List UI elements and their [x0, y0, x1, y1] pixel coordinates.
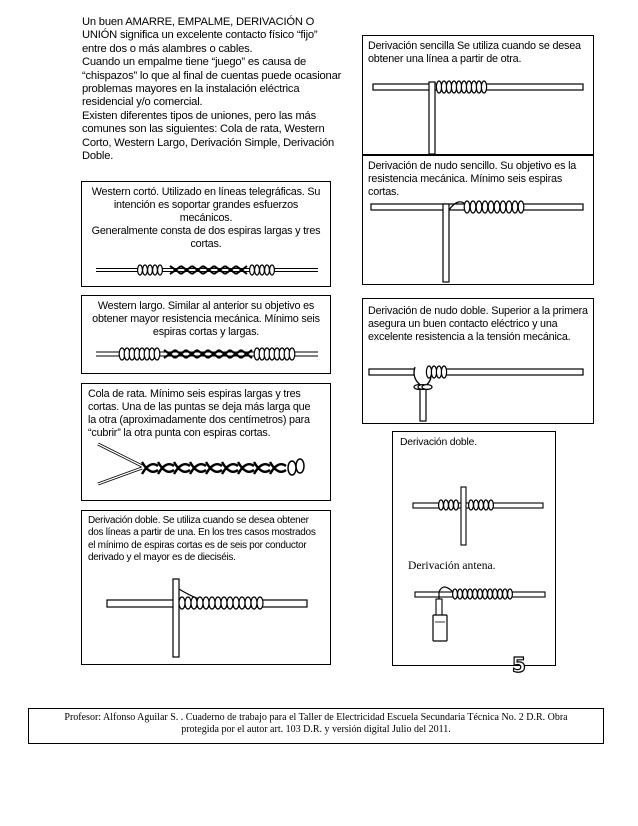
text-line: obtener una línea a partir de otra. [368, 53, 522, 65]
nudo-sencillo-box [362, 155, 594, 285]
intro-line: “chispazos” lo que al final de cuentas puede ocasionar [82, 69, 342, 82]
footer-line: protegida por el autor art. 103 D.R. y versión digital Julio del 2011. [181, 724, 451, 735]
text-line: cortas. Una de las puntas se deja más larga que [88, 401, 311, 413]
text-line: Western cortó. Utilizado en líneas telegráficas. Su [91, 186, 321, 198]
text-line: Western largo. Similar al anterior su objetivo es [97, 300, 315, 312]
intro-line: residencial y/o comercial. [82, 96, 203, 109]
text-line: Derivación de nudo sencillo. Su objetivo es la [368, 160, 577, 172]
intro-line: UNIÓN significa un excelente contacto físico “fijo” [82, 29, 318, 42]
nudo-doble-illustration [363, 299, 595, 425]
intro-line: Un buen AMARRE, EMPALME, DERIVACIÓN O [82, 16, 315, 28]
text-line: el mínimo de espiras cortas es de seis por conductor [88, 539, 307, 551]
text-line: la otra (aproximadamente dos centímetros) para [88, 414, 310, 426]
cola-rata-illustration [82, 384, 332, 502]
derivacion-doble-title: Derivación doble. [400, 437, 477, 448]
intro-line: Cuando un empalme tiene “juego” es causa de [82, 56, 306, 69]
nudo-sencillo-illustration [363, 156, 595, 286]
text-line: resistencia mecánica. Mínimo seis espiras cortas. [368, 173, 563, 198]
text-line: Derivación sencilla Se utiliza cuando se desea [368, 40, 581, 52]
intro-line: Corto, Western Largo, Derivación Simple, Derivación [82, 136, 334, 149]
intro-line: comunes son las siguientes: Cola de rata, Western [82, 123, 325, 136]
western-corto-box [81, 181, 331, 287]
text-line: obtener mayor resistencia mecánica. Mínimo seis [92, 313, 320, 325]
footer [28, 708, 604, 744]
footer-line: Profesor: Alfonso Aguilar S. . Cuaderno de trabajo para el Taller de Electricidad Escuela Secundaria Técnica No. 2 D.R. Obra [64, 712, 568, 723]
derivacion-doble-illustration [82, 511, 332, 666]
text-line: Cola de rata. Mínimo seis espiras largas y tres [88, 388, 301, 400]
derivacion-sencilla-box [362, 35, 594, 155]
text-line: espiras cortas y largas. [152, 326, 260, 338]
western-corto-illustration [82, 182, 332, 288]
intro-line: problemas mayores en la instalación eléctrica [82, 83, 300, 96]
nudo-doble-box [362, 298, 594, 424]
text-line: mecánicos. [179, 212, 233, 224]
western-largo-box [81, 295, 331, 374]
text-line: Derivación doble. Se utiliza cuando se desea obtener [88, 515, 309, 526]
derivacion-doble-box [81, 510, 331, 665]
text-line: intención es soportar grandes esfuerzos [113, 199, 299, 211]
intro-line: entre dos o más alambres o cables. [82, 42, 253, 55]
intro-line: Existen diferentes tipos de uniones, pero las más [82, 109, 316, 122]
derivacion-antena-title: Derivación antena. [408, 559, 496, 572]
intro-text [82, 16, 344, 163]
derivacion-sencilla-illustration [363, 36, 595, 156]
western-largo-illustration [82, 296, 332, 375]
text-line: cortas. [190, 238, 222, 250]
derivacion-doble-antena-box [392, 431, 556, 666]
cola-rata-box [81, 383, 331, 501]
text-line: Generalmente consta de dos espiras largas y tres [91, 225, 321, 237]
page-number: 5 [512, 653, 526, 677]
derivacion-antena-illustration [393, 432, 557, 667]
text-line: Derivación de nudo doble. Superior a la primera [368, 305, 588, 317]
text-line: “cubrir” la otra punta con espiras cortas. [88, 427, 271, 439]
intro-line: Doble. [82, 150, 114, 163]
text-line: asegura un buen contacto eléctrico y una [368, 318, 558, 330]
text-line: derivado y el mayor es de dieciséis. [88, 552, 236, 564]
text-line: dos líneas a partir de una. En los tres casos mostrados [88, 527, 316, 539]
text-line: excelente resistencia a la tensión mecánica. [368, 331, 571, 343]
